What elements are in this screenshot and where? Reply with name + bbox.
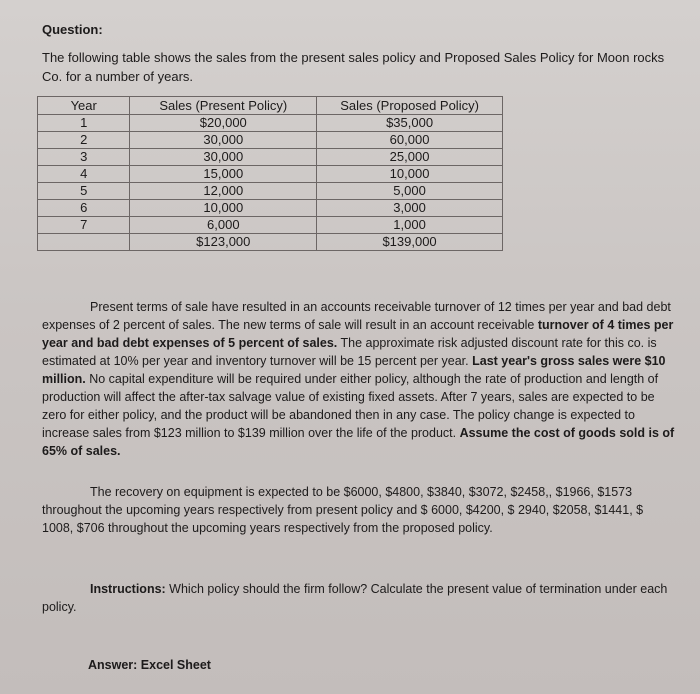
- terms-paragraph: [42, 298, 682, 460]
- terms-text-bold: Assume the cost of goods sold is of 65% of sales.: [42, 426, 675, 458]
- cell-year: 1: [38, 115, 130, 132]
- cell-present: 30,000: [130, 132, 317, 149]
- cell-present: 6,000: [130, 217, 317, 234]
- cell-proposed: 25,000: [317, 149, 503, 166]
- cell-present: 30,000: [130, 149, 317, 166]
- table-total-row: [38, 234, 503, 251]
- intro-text: The following table shows the sales from the present sales policy and Proposed Sales Policy for Moon rocks Co. for a number of years.: [42, 50, 665, 84]
- terms-text: The approximate risk adjusted discount rate for this co. is estimated at 10% per year and inventory turnover will be 15 percent per year.: [42, 336, 657, 368]
- cell-year: 7: [38, 217, 130, 234]
- cell-present: 15,000: [130, 166, 317, 183]
- cell-proposed: 60,000: [317, 132, 503, 149]
- terms-text: Present terms of sale have resulted in an accounts receivable turnover of 12 times per year and bad debt expenses of 2 percent of sales. The new terms of sale will result in an account receivable: [42, 300, 671, 332]
- terms-text: No capital expenditure will be required under either policy, although the rate of production and length of production will affect the after-tax salvage value of existing fixed assets. After 7 years, sales are expected to be zero for either policy, and the product will be abandoned then in any case. The policy change is expected to increase sales from $123 million to $139 million over the life of the product.: [42, 372, 659, 440]
- cell-year: 3: [38, 149, 130, 166]
- cell-year: 4: [38, 166, 130, 183]
- table-row: [38, 200, 503, 217]
- table-row: [38, 115, 503, 132]
- cell-proposed-total: $139,000: [317, 234, 503, 251]
- cell-proposed: 1,000: [317, 217, 503, 234]
- table-row: [38, 166, 503, 183]
- terms-text-bold: turnover of 4 times per year and bad debt expenses of 5 percent of sales.: [42, 318, 674, 350]
- cell-present: 10,000: [130, 200, 317, 217]
- cell-proposed: 3,000: [317, 200, 503, 217]
- cell-present: $20,000: [130, 115, 317, 132]
- cell-proposed: $35,000: [317, 115, 503, 132]
- header-year: Year: [38, 97, 130, 115]
- cell-proposed: 5,000: [317, 183, 503, 200]
- cell-year: 6: [38, 200, 130, 217]
- sales-table: [37, 96, 503, 251]
- table-row: [38, 217, 503, 234]
- table-header-row: [38, 97, 503, 115]
- header-present-policy: Sales (Present Policy): [130, 97, 317, 115]
- answer-line: Answer: Excel Sheet: [88, 658, 211, 672]
- header-proposed-policy: Sales (Proposed Policy): [317, 97, 503, 115]
- cell-year: 2: [38, 132, 130, 149]
- cell-year: 5: [38, 183, 130, 200]
- table-row: [38, 149, 503, 166]
- question-heading: Question:: [42, 22, 103, 37]
- recovery-paragraph: [42, 483, 672, 537]
- cell-year: [38, 234, 130, 251]
- table-row: [38, 132, 503, 149]
- cell-present: 12,000: [130, 183, 317, 200]
- table-row: [38, 183, 503, 200]
- cell-present-total: $123,000: [130, 234, 317, 251]
- recovery-text: The recovery on equipment is expected to be $6000, $4800, $3840, $3072, $2458,, $1966, $1573 throughout the upcoming years respectively from present policy and $ 6000, $4200, $ 2940, $2058, $1441, $ 1008, $706 throughout the upcoming years respectively from the proposed policy.: [42, 485, 644, 535]
- instructions-text: Which policy should the firm follow? Calculate the present value of termination under each policy.: [42, 582, 668, 614]
- instructions-paragraph: [42, 580, 672, 616]
- cell-proposed: 10,000: [317, 166, 503, 183]
- terms-text-bold: Last year's gross sales were $10 million.: [42, 354, 666, 386]
- instructions-label: Instructions:: [90, 582, 166, 596]
